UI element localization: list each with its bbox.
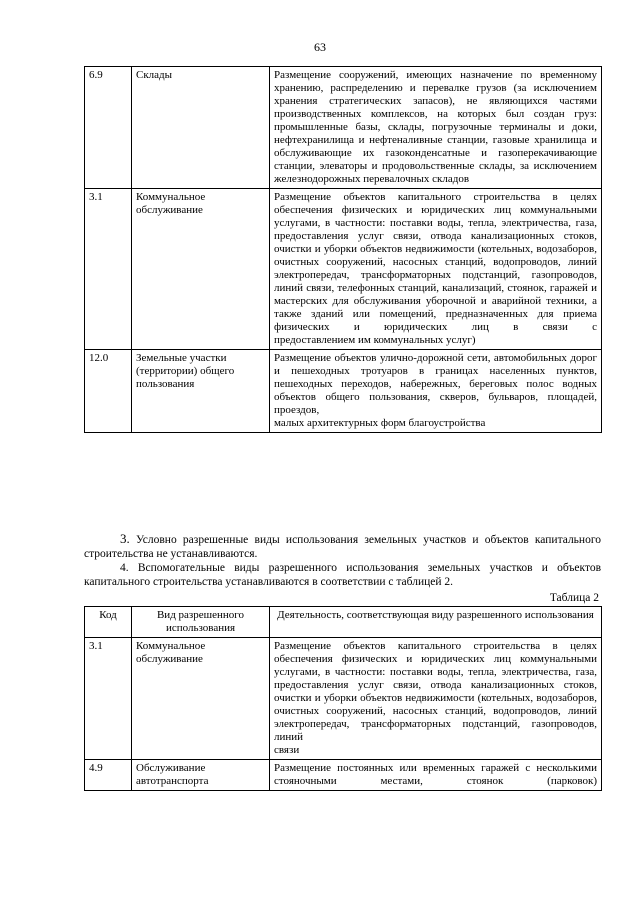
row-use-type: Коммунальное обслуживание [132, 638, 270, 760]
paragraph-3-number: 3. [120, 531, 130, 546]
table-header-row [85, 607, 602, 638]
row-description-last-line: малых архитектурных форм благоустройства [274, 417, 486, 429]
row-code: 6.9 [85, 67, 132, 189]
row-use-type: Обслуживание автотранспорта [132, 760, 270, 791]
table-2-caption: Таблица 2 [549, 592, 599, 604]
row-code: 4.9 [85, 760, 132, 791]
header-use-type: Вид разрешенного использования [132, 607, 270, 638]
row-description-text: Размещение объектов капитального строительства в целях обеспечения физических и юридических лиц коммунальными услугами, в частности: поставки воды, тепла, электричества, газа, предоставления услуг связи, отвода канализационных стоков, очистки и уборки объектов недвижимости (котельных, водозаборов, очистных сооружений, насосных станций, водопроводов, линий электропередач, трансформаторных подстанций, газопроводов, линий [274, 640, 597, 743]
row-description [270, 350, 602, 433]
paragraph-3-text: Условно разрешенные виды использования земельных участков и объектов капитального строительства не устанавливаются. [84, 534, 602, 560]
row-description [270, 189, 602, 350]
row-code: 12.0 [85, 350, 132, 433]
row-description-last-line: железнодорожных перевалочных складов [274, 173, 470, 185]
table-row [85, 189, 602, 350]
row-description-text: Размещение постоянных или временных гаражей с несколькими стояночными местами, стоянок (парковок) [274, 762, 597, 787]
row-use-type: Коммунальное обслуживание [132, 189, 270, 350]
table-row [85, 67, 602, 189]
header-code: Код [85, 607, 132, 638]
row-description [270, 67, 602, 189]
header-activity: Деятельность, соответствующая виду разрешенного использования [270, 607, 602, 638]
paragraph-3 [84, 532, 601, 561]
page-number: 63 [314, 40, 326, 54]
row-use-type: Земельные участки (территории) общего пользования [132, 350, 270, 433]
row-description-last-line: связи [274, 744, 300, 756]
row-description-text: Размещение объектов капитального строительства в целях обеспечения физических и юридических лиц коммунальными услугами, в частности: поставки воды, тепла, электричества, газа, предоставления услуг связи, отвода канализационных стоков, очистки и уборки объектов недвижимости (котельных, водозаборов, очистных сооружений, насосных станций, водопроводов, линий электропередач, трансформаторных подстанций, газопроводов, линий связи, телефонных станций, канализаций, стоянок, гаражей и мастерских для обслуживания уборочной и аварийной техники, а также зданий или помещений, предназначенных для приема физических и юридических лиц в связи с [274, 191, 597, 333]
table-row [85, 760, 602, 791]
row-use-type: Склады [132, 67, 270, 189]
row-code: 3.1 [85, 638, 132, 760]
land-use-table-2 [84, 606, 602, 791]
row-code: 3.1 [85, 189, 132, 350]
row-description-last-line: предоставлением им коммунальных услуг) [274, 334, 476, 346]
row-description [270, 638, 602, 760]
row-description-text: Размещение объектов улично-дорожной сети, автомобильных дорог и пешеходных тротуаров в границах населенных пунктов, пешеходных переходов, набережных, береговых полос водных объектов общего пользования, скверов, бульваров, площадей, проездов, [274, 352, 597, 416]
land-use-table-1 [84, 66, 602, 433]
row-description [270, 760, 602, 791]
table-row [85, 638, 602, 760]
table-row [85, 350, 602, 433]
paragraph-4: 4. Вспомогательные виды разрешенного использования земельных участков и объектов капитального строительства устанавливаются в соответствии с таблицей 2. [84, 562, 601, 588]
row-description-text: Размещение сооружений, имеющих назначение по временному хранению, распределению и перевалке грузов (за исключением хранения стратегических запасов), не являющихся частями производственных комплексов, на которых был создан груз: промышленные базы, склады, погрузочные терминалы и доки, нефтехранилища и нефтеналивные станции, газовые хранилища и обслуживающие их газоконденсатные и газоперекачивающие станции, элеваторы и продовольственные склады, за исключением [274, 69, 597, 172]
